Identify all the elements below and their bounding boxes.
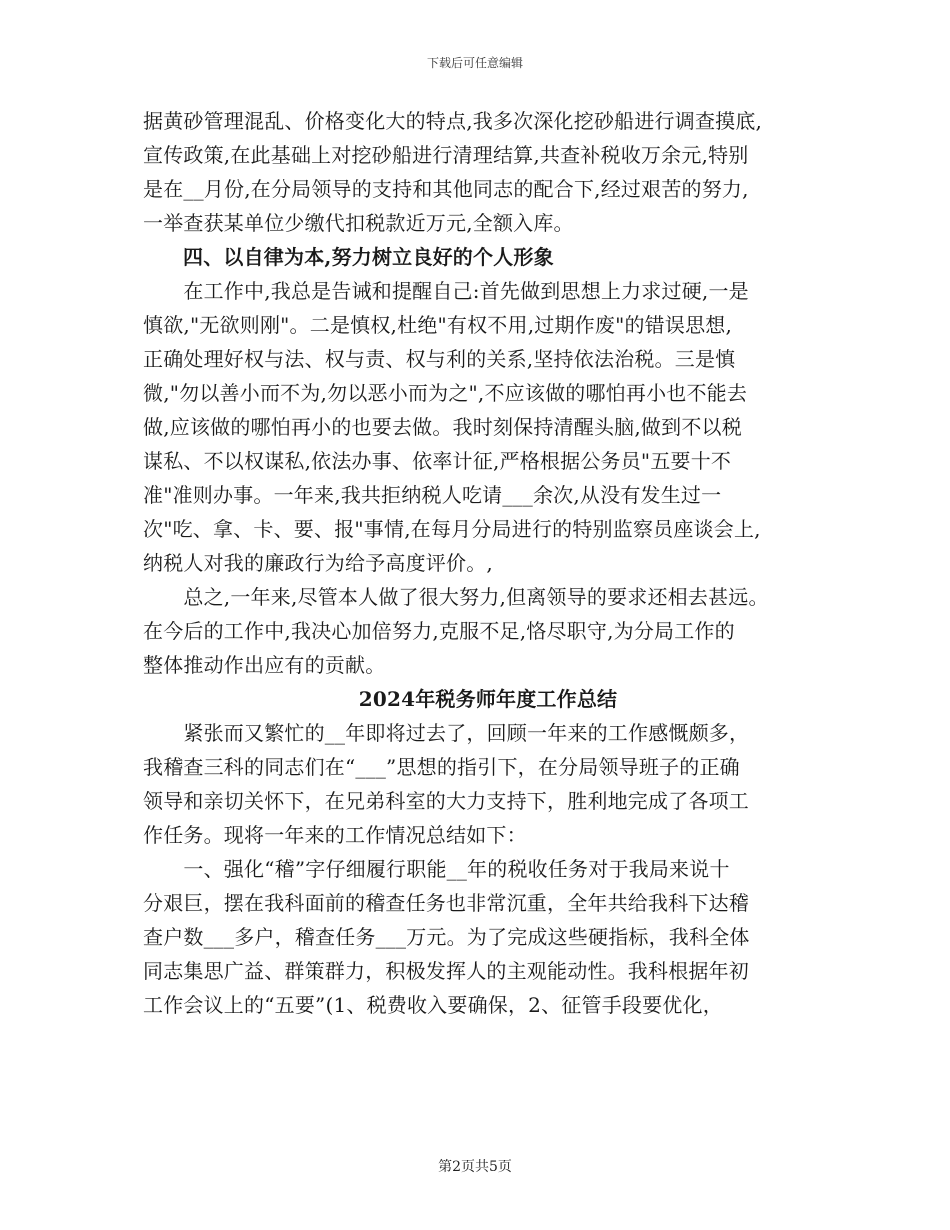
text-line: 正确处理好权与法、权与责、权与利的关系,坚持依法治税。三是慎 bbox=[143, 347, 736, 371]
text-line: 谋私、不以权谋私,依法办事、依率计征,严格根据公务员"五要十不 bbox=[143, 449, 732, 473]
text-line: 分艰巨，摆在我科面前的稽查任务也非常沉重，全年共给我科下达稽 bbox=[143, 891, 749, 915]
paragraph bbox=[143, 580, 833, 682]
paragraph bbox=[143, 274, 833, 580]
text-line: 在工作中,我总是告诫和提醒自己:首先做到思想上力求过硬,一是 bbox=[143, 279, 749, 303]
text-line: 紧张而又繁忙的__年即将过去了，回顾一年来的工作感慨颇多， bbox=[143, 721, 750, 745]
text-line: 查户数___多户，稽查任务___万元。为了完成这些硬指标，我科全体 bbox=[143, 925, 750, 949]
text-line: 总之,一年来,尽管本人做了很大努力,但离领导的要求还相去甚远。 bbox=[143, 585, 769, 609]
text-line: 是在__月份,在分局领导的支持和其他同志的配合下,经过艰苦的努力, bbox=[143, 177, 749, 201]
text-line: 工作会议上的“五要”(1、税费收入要确保，2、征管手段要优化， bbox=[143, 993, 723, 1017]
text-line: 宣传政策,在此基础上对挖砂船进行清理结算,共查补税收万余元,特别 bbox=[143, 143, 749, 167]
document-title bbox=[143, 682, 833, 716]
page-footer: 第2页共5页 bbox=[438, 1159, 512, 1175]
text-line: 领导和亲切关怀下，在兄弟科室的大力支持下，胜利地完成了各项工 bbox=[143, 789, 749, 813]
paragraph bbox=[143, 104, 833, 240]
text-line: 我稽查三科的同志们在“___”思想的指引下，在分局领导班子的正确 bbox=[143, 755, 740, 779]
paragraph bbox=[143, 852, 833, 1022]
text-line: 一举查获某单位少缴代扣税款近万元,全额入库。 bbox=[143, 211, 574, 235]
text-line: 纳税人对我的廉政行为给予高度评价。, bbox=[143, 551, 493, 575]
text-line: 微,"勿以善小而不为,勿以恶小而为之",不应该做的哪怕再小也不能去 bbox=[143, 381, 748, 405]
section-heading bbox=[143, 240, 833, 274]
text-line: 慎欲,"无欲则刚"。二是慎权,杜绝"有权不用,过期作废"的错误思想, bbox=[143, 313, 733, 337]
text-line: 次"吃、拿、卡、要、报"事情,在每月分局进行的特别监察员座谈会上, bbox=[143, 517, 761, 541]
text-line: 作任务。现将一年来的工作情况总结如下： bbox=[143, 823, 527, 847]
text-line: 准"准则办事。一年来,我共拒纳税人吃请___余次,从没有发生过一 bbox=[143, 483, 722, 507]
text-line: 整体推动作出应有的贡献。 bbox=[143, 653, 386, 677]
document-title-text: 2024年税务师年度工作总结 bbox=[358, 687, 618, 711]
text-line: 在今后的工作中,我决心加倍努力,克服不足,恪尽职守,为分局工作的 bbox=[143, 619, 735, 643]
text-line: 同志集思广益、群策群力，积极发挥人的主观能动性。我科根据年初 bbox=[143, 959, 749, 983]
paragraph bbox=[143, 716, 833, 852]
text-line: 一、强化“稽”字仔细履行职能__年的税收任务对于我局来说十 bbox=[143, 857, 730, 881]
document-body bbox=[143, 104, 833, 1022]
text-line: 做,应该做的哪怕再小的也要去做。我时刻保持清醒头脑,做到不以税 bbox=[143, 415, 742, 439]
text-line: 据黄砂管理混乱、价格变化大的特点,我多次深化挖砂船进行调查摸底, bbox=[143, 109, 763, 133]
section-heading-text: 四、以自律为本,努力树立良好的个人形象 bbox=[183, 245, 554, 269]
page-header-note: 下载后可任意编辑 bbox=[426, 56, 523, 70]
